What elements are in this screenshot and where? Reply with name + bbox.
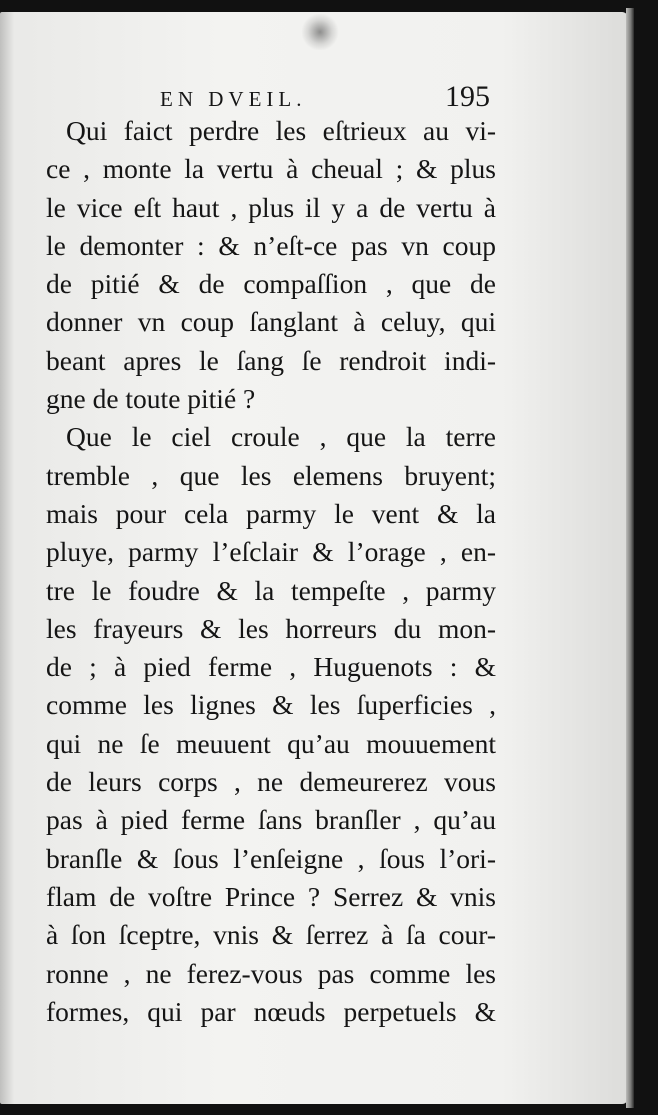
text-line: le vice eſt haut , plus il y a de vertu à xyxy=(46,191,496,223)
text-line: tre le foudre & la tempeſte , parmy xyxy=(46,574,496,606)
text-line: flam de voſtre Prince ? Serrez & vnis xyxy=(46,880,496,912)
text-line: pluye, parmy l’eſclair & l’orage , en- xyxy=(46,536,496,568)
text-line: de pitié & de compaſſion , que de xyxy=(46,268,496,300)
text-line: ce , monte la vertu à cheual ; & plus xyxy=(46,153,496,185)
running-head: EN DVEIL. xyxy=(160,87,307,111)
text-line: beant apres le ſang ſe rendroit indi- xyxy=(46,344,496,376)
page-header xyxy=(160,80,490,114)
text-line: ronne , ne ferez-vous pas comme les xyxy=(46,957,496,989)
text-line: mais pour cela parmy le vent & la xyxy=(46,497,496,529)
text-line: gne de toute pitié ? xyxy=(46,383,256,415)
text-line: à ſon ſceptre, vnis & ſerrez à ſa cour- xyxy=(46,919,496,951)
text-line: Qui faict perdre les eſtrieux au vi- xyxy=(66,115,496,146)
text-line: le demonter : & n’eſt-ce pas vn coup xyxy=(46,229,496,261)
text-line: de ; à pied ferme , Huguenots : & xyxy=(46,651,496,683)
ink-smudge xyxy=(300,14,340,50)
page-edge xyxy=(626,8,634,1108)
page-number: 195 xyxy=(445,80,490,113)
text-line: pas à pied ferme ſans branſler , qu’au xyxy=(46,804,496,836)
spine-shadow xyxy=(0,12,14,1104)
text-line: de leurs corps , ne demeurerez vous xyxy=(46,766,496,798)
text-line: les frayeurs & les horreurs du mon- xyxy=(46,612,496,644)
text-line: formes, qui par nœuds perpetuels & xyxy=(46,995,496,1027)
text-line: qui ne ſe meuuent qu’au mouuement xyxy=(46,727,496,759)
text-line: donner vn coup ſanglant à celuy, qui xyxy=(46,306,496,338)
text-line: Que le ciel croule , que la terre xyxy=(66,421,496,453)
text-line: comme les lignes & les ſuperficies , xyxy=(46,689,496,721)
body-text xyxy=(46,112,496,1031)
text-line: tremble , que les elemens bruyent; xyxy=(46,459,496,491)
text-line: branſle & ſous l’enſeigne , ſous l’ori- xyxy=(46,842,496,874)
